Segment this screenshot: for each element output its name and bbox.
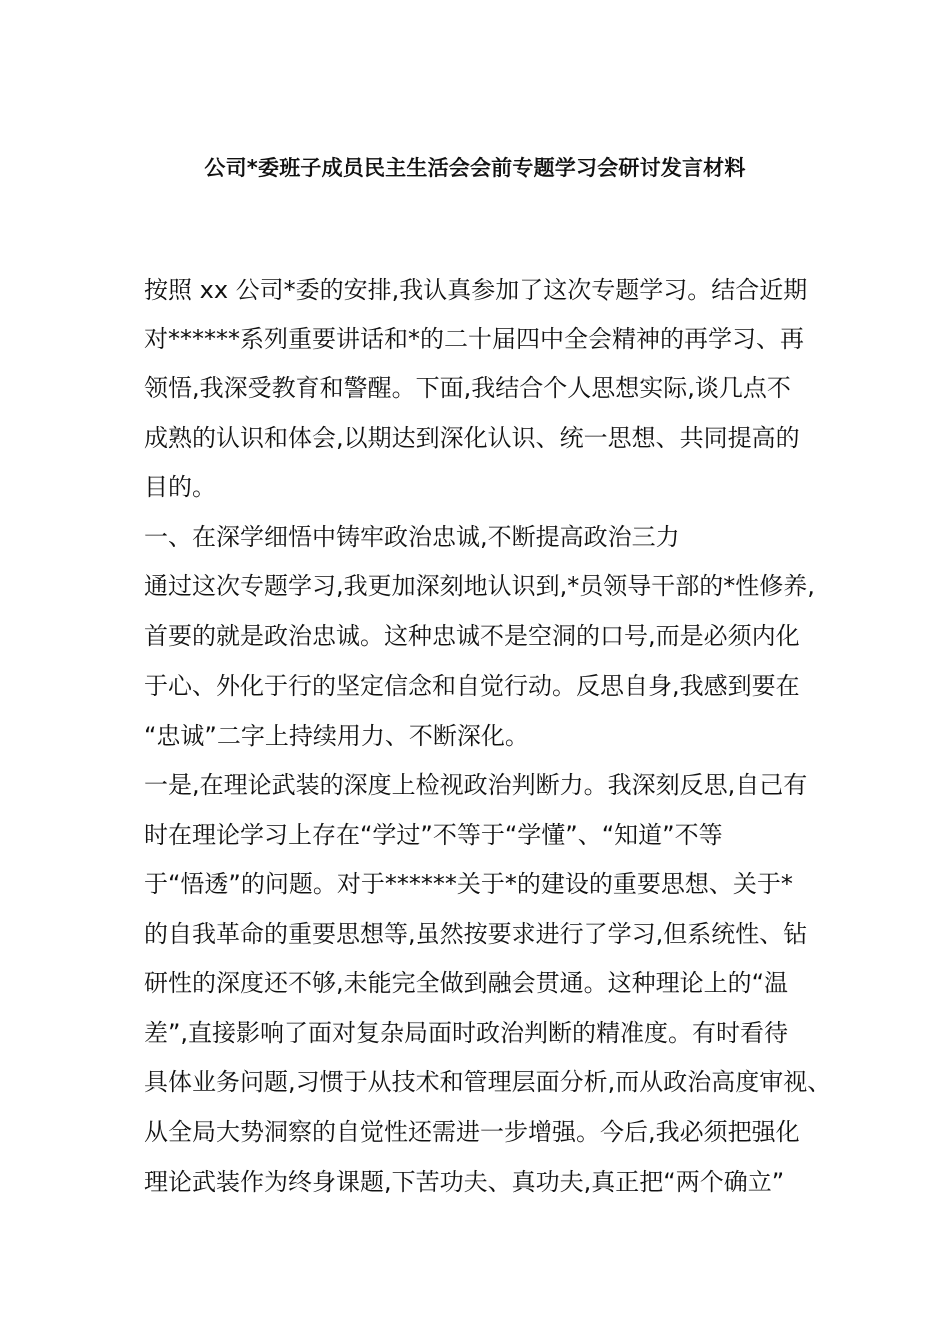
body-line: 时在理论学习上存在“学过”不等于“学懂”、“知道”不等: [144, 821, 723, 849]
body-line: 于心、外化于行的坚定信念和自觉行动。反思自身,我感到要在: [144, 672, 800, 700]
body-line: “忠诚”二字上持续用力、不断深化。: [144, 722, 529, 750]
body-line: 对******系列重要讲话和*的二十届四中全会精神的再学习、再: [144, 325, 804, 353]
body-line: 成熟的认识和体会,以期达到深化认识、统一思想、共同提高的: [144, 424, 800, 452]
section-heading: 一、在深学细悟中铸牢政治忠诚,不断提高政治三力: [144, 523, 680, 551]
body-line: 的自我革命的重要思想等,虽然按要求进行了学习,但系统性、钻: [144, 920, 808, 948]
body-line: 按照 xx 公司*委的安排,我认真参加了这次专题学习。结合近期: [144, 276, 808, 304]
body-line: 首要的就是政治忠诚。这种忠诚不是空洞的口号,而是必须内化: [144, 622, 800, 650]
body-line: 通过这次专题学习,我更加深刻地认识到,*员领导干部的*性修养,: [144, 572, 815, 600]
body-line: 领悟,我深受教育和警醒。下面,我结合个人思想实际,谈几点不: [144, 374, 791, 402]
document-title: 公司*委班子成员民主生活会会前专题学习会研讨发言材料: [204, 156, 746, 180]
body-line: 差”,直接影响了面对复杂局面时政治判断的精准度。有时看待: [144, 1019, 789, 1047]
body-line: 一是,在理论武装的深度上检视政治判断力。我深刻反思,自己有: [144, 771, 808, 799]
body-line: 具体业务问题,习惯于从技术和管理层面分析,而从政治高度审视、: [144, 1068, 832, 1096]
body-line: 研性的深度还不够,未能完全做到融会贯通。这种理论上的“温: [144, 969, 789, 997]
body-line: 从全局大势洞察的自觉性还需进一步增强。今后,我必须把强化: [144, 1118, 800, 1146]
body-line: 理论武装作为终身课题,下苦功夫、真功夫,真正把“两个确立”: [144, 1168, 785, 1196]
body-line: 目的。: [144, 473, 216, 501]
body-line: 于“悟透”的问题。对于******关于*的建设的重要思想、关于*: [144, 870, 793, 898]
